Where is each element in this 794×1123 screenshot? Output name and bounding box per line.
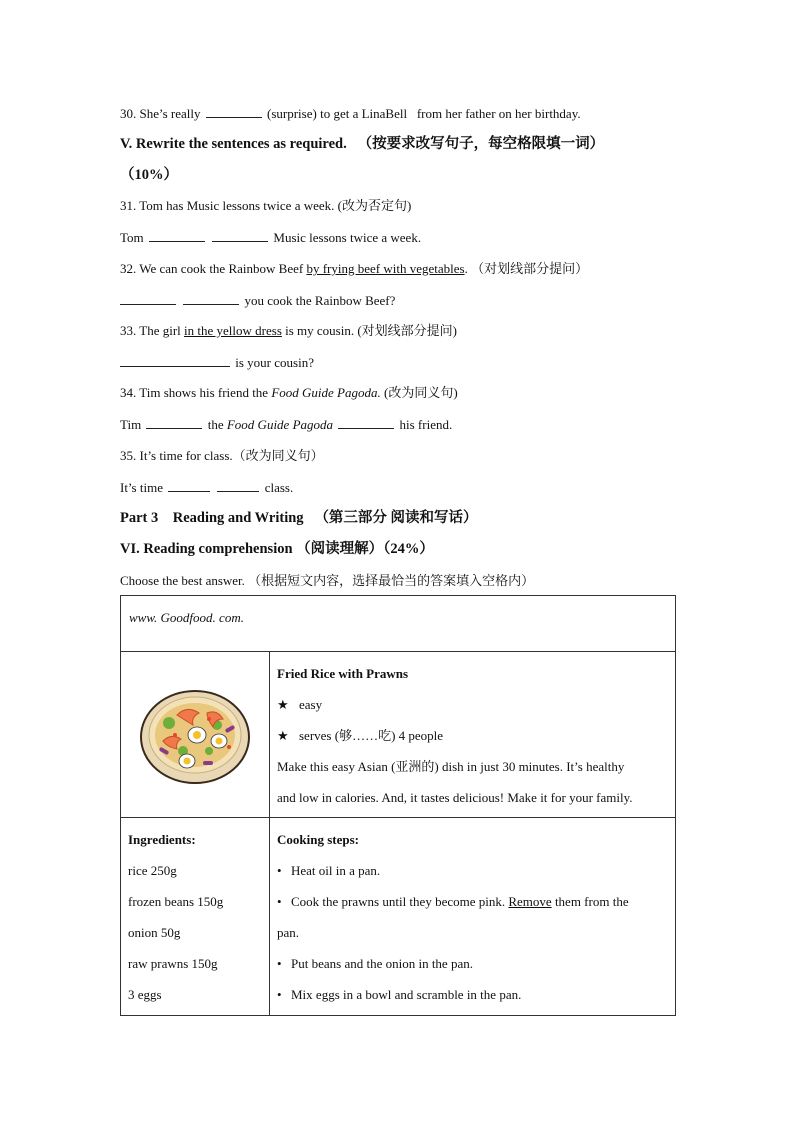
description-line-1: Make this easy Asian (亚洲的) dish in just 30 minutes. It’s healthy bbox=[277, 759, 625, 774]
dish-info-cell bbox=[270, 652, 676, 818]
recipe-url: www. Goodfood. com. bbox=[121, 596, 676, 652]
ingredients-title: Ingredients: bbox=[128, 832, 196, 847]
bullet-icon: • bbox=[277, 987, 282, 1002]
step-item: • Cook the prawns until they become pink. Remove them from the bbox=[277, 886, 675, 917]
question-34-answer: Tim the Food Guide Pagoda his friend. bbox=[120, 417, 453, 432]
question-35: 35. It’s time for class.（改为同义句） bbox=[120, 448, 324, 463]
answer-blank[interactable] bbox=[183, 292, 239, 305]
question-35-answer: It’s time class. bbox=[120, 480, 294, 495]
steps-title: Cooking steps: bbox=[277, 832, 359, 847]
underlined-phrase: by frying beef with vegetables bbox=[306, 261, 465, 276]
ingredient-item: frozen beans 150g bbox=[128, 894, 224, 909]
step-item: • Put beans and the onion in the pan. bbox=[277, 948, 675, 979]
star-icon: ★ bbox=[277, 697, 289, 712]
ingredient-item: rice 250g bbox=[128, 863, 177, 878]
underlined-phrase: in the yellow dress bbox=[184, 323, 282, 338]
question-31: 31. Tom has Music lessons twice a week. (改为否定句) bbox=[120, 198, 412, 213]
difficulty-line: ★ easy bbox=[277, 689, 675, 720]
answer-blank[interactable] bbox=[120, 292, 176, 305]
answer-blank[interactable] bbox=[338, 416, 394, 429]
section-6-heading: VI. Reading comprehension （阅读理解）（24%） bbox=[120, 541, 434, 557]
question-30: 30. She’s really (surprise) to get a LinaBell from her father on her birthday. bbox=[120, 106, 581, 121]
dish-title: Fried Rice with Prawns bbox=[277, 666, 409, 681]
answer-blank[interactable] bbox=[206, 105, 262, 118]
ingredient-item: onion 50g bbox=[128, 925, 181, 940]
question-33: 33. The girl in the yellow dress is my cousin. (对划线部分提问) bbox=[120, 323, 458, 338]
star-icon: ★ bbox=[277, 728, 289, 743]
ingredients-cell bbox=[121, 818, 270, 1016]
step-item: • Mix eggs in a bowl and scramble in the pan. bbox=[277, 979, 675, 1010]
section-5-heading: V. Rewrite the sentences as required. （按要求改写句子，每空格限填一词） bbox=[120, 136, 605, 152]
question-31-answer: Tom Music lessons twice a week. bbox=[120, 230, 422, 245]
question-32-answer: you cook the Rainbow Beef? bbox=[120, 292, 395, 309]
ingredient-item: raw prawns 150g bbox=[128, 956, 218, 971]
description-line-2: and low in calories. And, it tastes delicious! Make it for your family. bbox=[277, 790, 633, 805]
reading-instruction: Choose the best answer. （根据短文内容，选择最恰当的答案填入空格内） bbox=[120, 573, 535, 588]
answer-blank[interactable] bbox=[149, 229, 205, 242]
answer-blank[interactable] bbox=[120, 354, 230, 367]
answer-blank[interactable] bbox=[217, 479, 259, 492]
answer-blank[interactable] bbox=[146, 416, 202, 429]
section-5-percent: （10%） bbox=[120, 167, 178, 183]
underlined-word: Remove bbox=[508, 894, 552, 909]
bullet-icon: • bbox=[277, 863, 282, 878]
question-34: 34. Tim shows his friend the Food Guide Pagoda. (改为同义句) bbox=[120, 385, 458, 400]
bullet-icon: • bbox=[277, 894, 282, 909]
fried-rice-plate-illustration bbox=[139, 685, 251, 785]
part-3-heading: Part 3 Reading and Writing （第三部分 阅读和写话） bbox=[120, 510, 478, 526]
ingredient-item: 3 eggs bbox=[128, 987, 162, 1002]
step-item: • Heat oil in a pan. bbox=[277, 855, 675, 886]
bullet-icon: • bbox=[277, 956, 282, 971]
cooking-steps-cell bbox=[270, 818, 676, 1016]
answer-blank[interactable] bbox=[168, 479, 210, 492]
question-33-answer: is your cousin? bbox=[120, 354, 314, 371]
answer-blank[interactable] bbox=[212, 229, 268, 242]
recipe-table bbox=[120, 595, 676, 1016]
dish-image-cell bbox=[121, 652, 270, 818]
serves-line: ★ serves (够……吃) 4 people bbox=[277, 720, 675, 751]
question-32: 32. We can cook the Rainbow Beef by frying beef with vegetables. （对划线部分提问） bbox=[120, 261, 589, 276]
step-item-continued: pan. bbox=[277, 925, 300, 940]
